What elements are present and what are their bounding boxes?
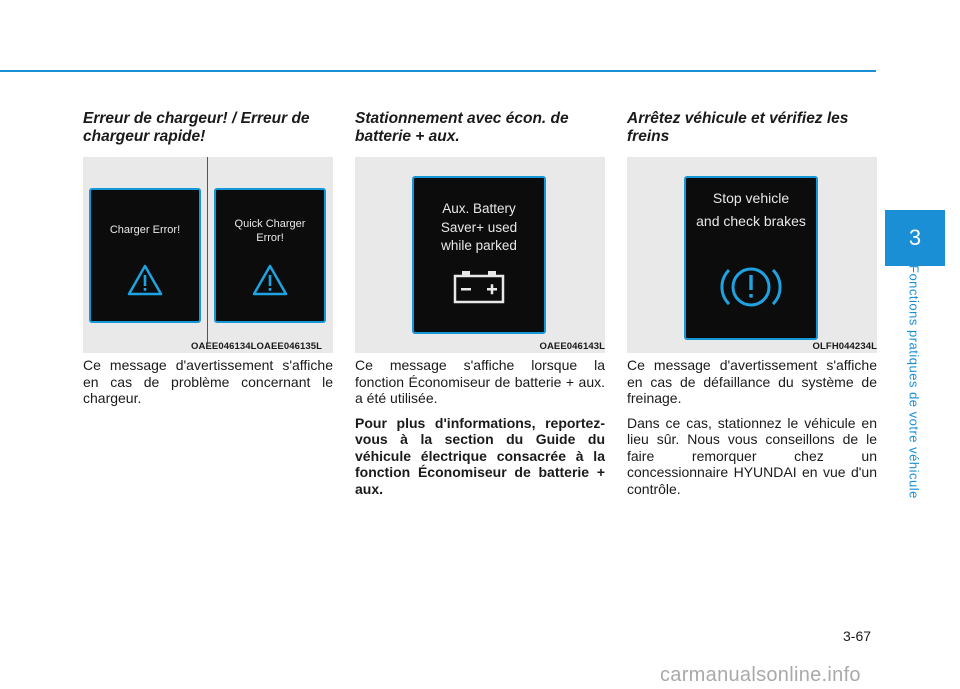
section-body bbox=[627, 357, 877, 505]
display-screen-brake-warning bbox=[684, 176, 818, 340]
section-brake-warning bbox=[627, 110, 877, 497]
body-paragraph: Ce message s'affiche lorsque la fonction Économiseur de batterie + aux. a été utilisée. bbox=[355, 357, 605, 406]
chapter-label: Fonctions pratiques de votre véhicule bbox=[906, 265, 922, 499]
section-heading: Stationnement avec écon. de batterie + aux. bbox=[355, 110, 569, 145]
brake-warning-icon bbox=[720, 262, 782, 312]
screen-message: Aux. Battery Saver+ used while parked bbox=[440, 201, 518, 253]
body-paragraph: Dans ce cas, stationnez le véhicule en lieu sûr. Nous vous conseillons de le faire remorquer chez un concessionnaire HYUNDAI en vue d'un contrôle. bbox=[627, 414, 877, 497]
display-screen-charger-error bbox=[89, 188, 201, 323]
figure-brake-warning bbox=[627, 157, 877, 353]
caption-code: OAEE046134L bbox=[191, 341, 257, 352]
page-number: 3-67 bbox=[843, 628, 872, 644]
display-screen-quick-charger-error bbox=[214, 188, 326, 323]
caption-code: OAEE046135L bbox=[256, 341, 323, 352]
figure-caption bbox=[191, 341, 322, 352]
warning-triangle-icon bbox=[252, 264, 288, 296]
screen-message: Stop vehicle and check brakes bbox=[696, 190, 806, 229]
battery-icon bbox=[453, 268, 505, 304]
watermark: carmanualsonline.info bbox=[660, 664, 861, 686]
figure-charger-error bbox=[83, 157, 333, 353]
figure-battery-saver bbox=[355, 157, 605, 353]
section-body bbox=[355, 357, 605, 505]
body-paragraph: Ce message d'avertissement s'affiche en cas de défaillance du système de freinage. bbox=[627, 357, 877, 406]
top-rule bbox=[0, 70, 876, 72]
body-paragraph-bold: Pour plus d'informations, reportez-vous à la section du Guide du véhicule électrique consacrée à la fonction Économiseur de batterie + aux. bbox=[355, 414, 605, 497]
warning-triangle-icon bbox=[127, 264, 163, 296]
section-charger-error bbox=[83, 110, 333, 406]
section-heading: Erreur de chargeur! / Erreur de chargeur rapide! bbox=[83, 110, 310, 145]
chapter-tab: 3 bbox=[885, 210, 945, 266]
screen-message: Quick Charger Error! bbox=[234, 218, 306, 244]
body-paragraph: Ce message d'avertissement s'affiche en cas de problème concernant le chargeur. bbox=[83, 357, 333, 406]
screen-message: Charger Error! bbox=[109, 224, 181, 236]
section-heading: Arrêtez véhicule et vérifiez les freins bbox=[627, 110, 849, 145]
section-body bbox=[83, 357, 333, 415]
figure-caption: OLFH044234L bbox=[812, 341, 877, 352]
display-screen-battery-saver bbox=[412, 176, 546, 334]
figure-divider bbox=[207, 157, 208, 343]
figure-caption: OAEE046143L bbox=[539, 341, 605, 352]
section-battery-saver bbox=[355, 110, 605, 497]
